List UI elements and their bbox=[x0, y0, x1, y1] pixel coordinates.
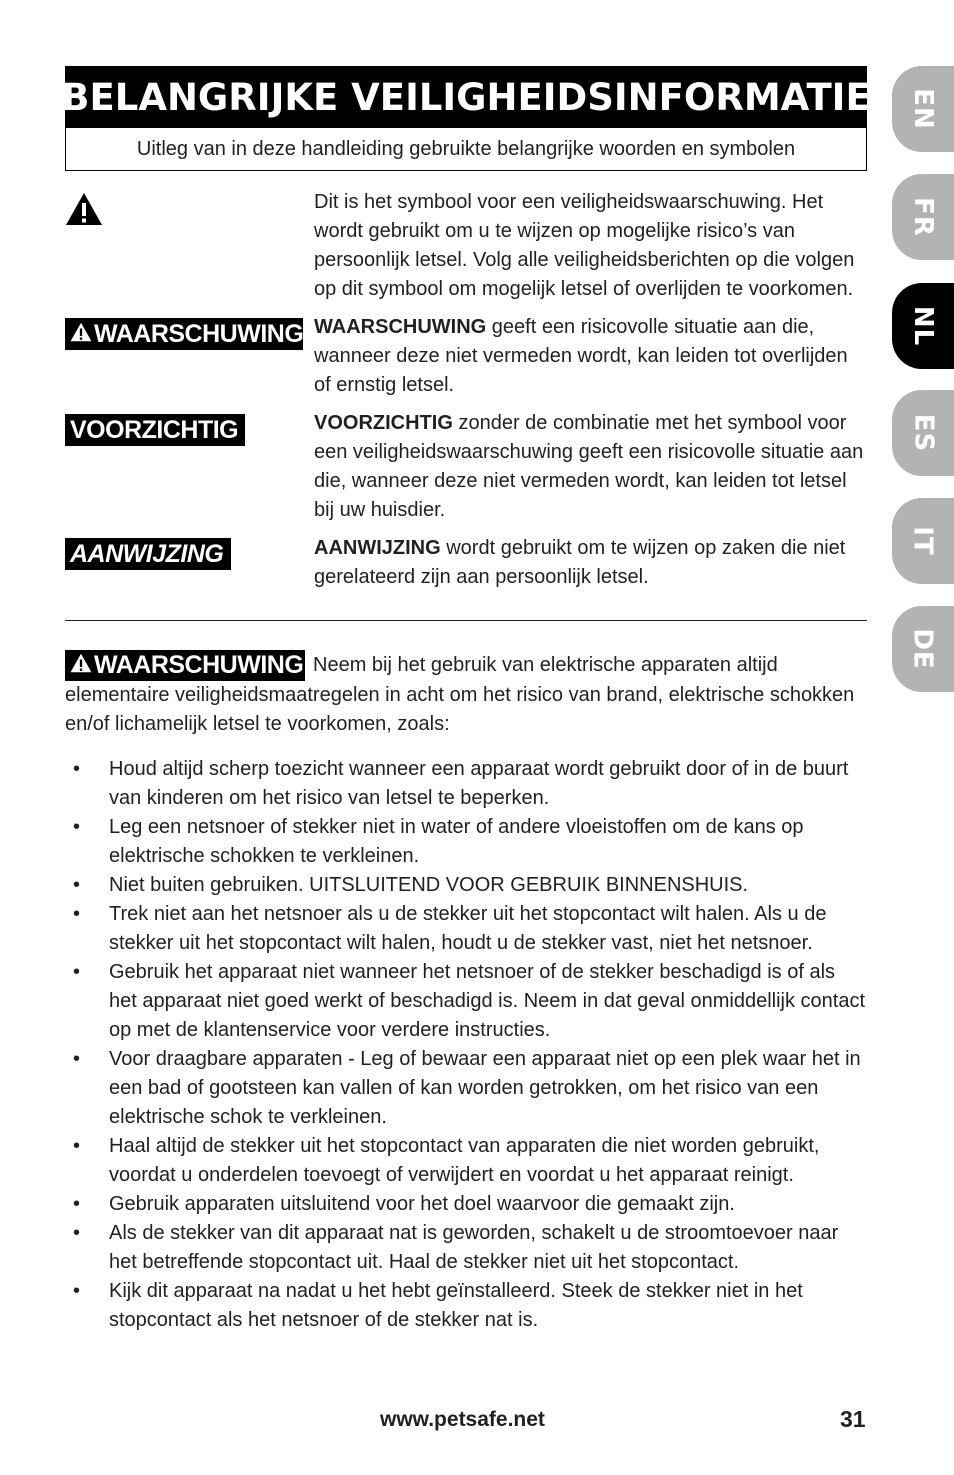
tab-language-es[interactable] bbox=[892, 390, 954, 476]
tab-label: IT bbox=[907, 526, 938, 556]
definition-text bbox=[314, 534, 869, 592]
caution-badge-label: VOORZICHTIG bbox=[70, 415, 239, 444]
list-item bbox=[65, 1045, 865, 1132]
list-item bbox=[65, 871, 865, 900]
bullet-icon: • bbox=[73, 874, 81, 896]
page-title: BELANGRIJKE VEILIGHEIDSINFORMATIE bbox=[65, 66, 867, 128]
page-subtitle: Uitleg van in deze handleiding gebruikte belangrijke woorden en symbolen bbox=[65, 128, 867, 171]
footer-website: www.petsafe.net bbox=[380, 1408, 545, 1431]
warning-badge-label: WAARSCHUWING bbox=[94, 651, 304, 679]
definition-term: AANWIJZING bbox=[314, 537, 441, 559]
list-item-text: Leg een netsnoer of stekker niet in water of andere vloeistoffen om de kans op elektrische schokken te verkleinen. bbox=[109, 816, 804, 867]
bullet-icon: • bbox=[73, 758, 81, 780]
list-item bbox=[65, 813, 865, 871]
safety-bullet-list bbox=[65, 755, 865, 1335]
warning-triangle-icon bbox=[70, 320, 92, 349]
tab-label: DE bbox=[908, 628, 938, 670]
definition-text bbox=[314, 409, 869, 525]
list-item-text: Kijk dit apparaat na nadat u het hebt geïnstalleerd. Steek de stekker niet in het stopcontact als het netsnoer of de stekker nat is. bbox=[109, 1280, 803, 1331]
bullet-icon: • bbox=[73, 1048, 81, 1070]
page-number: 31 bbox=[840, 1406, 866, 1432]
list-item-text: Gebruik apparaten uitsluitend voor het doel waarvoor die gemaakt zijn. bbox=[109, 1193, 735, 1215]
list-item-text: Trek niet aan het netsnoer als u de stekker uit het stopcontact wilt halen. Als u de stekker uit het stopcontact wilt halen, houdt u de stekker vast, niet het netsnoer. bbox=[109, 903, 827, 954]
warning-triangle-icon bbox=[65, 192, 103, 231]
tab-label: EN bbox=[908, 88, 938, 130]
notice-badge bbox=[65, 538, 231, 570]
list-item-text: Als de stekker van dit apparaat nat is geworden, schakelt u de stroomtoevoer naar het betreffende stopcontact uit. Haal de stekker niet uit het stopcontact. bbox=[109, 1222, 839, 1273]
tab-label: NL bbox=[907, 305, 938, 347]
list-item-text: Houd altijd scherp toezicht wanneer een apparaat wordt gebruikt door of in de buurt van kinderen om het risico van letsel te beperken. bbox=[109, 758, 849, 809]
definition-body: zonder de combinatie met het symbool voor een veiligheidswaarschuwing geeft een risicovolle situatie aan die, wanneer deze niet vermeden wordt, kan leiden tot letsel bij uw huisdier. bbox=[314, 412, 864, 521]
warning-triangle-icon bbox=[70, 651, 92, 680]
warning-badge bbox=[65, 318, 303, 350]
bullet-icon: • bbox=[73, 1280, 81, 1302]
definition-text: Dit is het symbool voor een veiligheidswaarschuwing. Het wordt gebruikt om u te wijzen op mogelijke risico’s van persoonlijk letsel. Volg alle veiligheidsberichten op die volgen op dit symbool om mogelijk letsel of overlijden te voorkomen. bbox=[314, 191, 855, 300]
definition-body: geeft een risicovolle situatie aan die, wanneer deze niet vermeden wordt, kan leiden tot overlijden of ernstig letsel. bbox=[314, 316, 848, 396]
tab-language-it[interactable] bbox=[892, 498, 954, 584]
list-item bbox=[65, 958, 865, 1045]
warning-intro bbox=[65, 650, 865, 739]
bullet-icon: • bbox=[73, 816, 81, 838]
tab-language-fr[interactable] bbox=[892, 174, 954, 260]
list-item bbox=[65, 900, 865, 958]
warning-badge bbox=[65, 650, 305, 681]
list-item-text: Voor draagbare apparaten - Leg of bewaar een apparaat niet op een plek waar het in een bad of gootsteen kan vallen of kan worden getrokken, om het risico van een elektrische schok te verkleinen. bbox=[109, 1048, 861, 1128]
warning-badge-label: WAARSCHUWING bbox=[94, 319, 304, 348]
list-item bbox=[65, 1219, 865, 1277]
tab-label: FR bbox=[908, 197, 938, 237]
list-item bbox=[65, 1132, 865, 1190]
bullet-icon: • bbox=[73, 903, 81, 925]
notice-badge-label: AANWIJZING bbox=[70, 539, 224, 568]
definition-text bbox=[314, 313, 869, 400]
list-item bbox=[65, 755, 865, 813]
tab-label: ES bbox=[908, 413, 938, 453]
list-item bbox=[65, 1190, 865, 1219]
list-item bbox=[65, 1277, 865, 1335]
section-divider bbox=[65, 620, 867, 621]
definition-term: WAARSCHUWING bbox=[314, 316, 487, 338]
warning-intro-text: Neem bij het gebruik van elektrische apparaten altijd elementaire veiligheidsmaatregelen in acht om het risico van brand, elektrische schokken en/of lichamelijk letsel te voorkomen, zoals: bbox=[65, 654, 855, 735]
definition-term: VOORZICHTIG bbox=[314, 412, 453, 434]
bullet-icon: • bbox=[73, 1135, 81, 1157]
caution-badge bbox=[65, 414, 245, 446]
bullet-icon: • bbox=[73, 1193, 81, 1215]
list-item-text: Gebruik het apparaat niet wanneer het netsnoer of de stekker beschadigd is of als het apparaat niet goed werkt of beschadigd is. Neem in dat geval onmiddellijk contact op met de klantenservice voor verdere instructies. bbox=[109, 961, 866, 1041]
tab-language-de[interactable] bbox=[892, 606, 954, 692]
bullet-icon: • bbox=[73, 1222, 81, 1244]
list-item-text: Haal altijd de stekker uit het stopcontact van apparaten die niet worden gebruikt, voordat u onderdelen toevoegt of verwijdert en voordat u het apparaat reinigt. bbox=[109, 1135, 820, 1186]
definition-body: wordt gebruikt om te wijzen op zaken die niet gerelateerd zijn aan persoonlijk letsel. bbox=[314, 537, 846, 588]
bullet-icon: • bbox=[73, 961, 81, 983]
tab-language-en[interactable] bbox=[892, 66, 954, 152]
list-item-text: Niet buiten gebruiken. UITSLUITEND VOOR GEBRUIK BINNENSHUIS. bbox=[109, 874, 749, 896]
tab-language-nl[interactable] bbox=[892, 283, 954, 369]
